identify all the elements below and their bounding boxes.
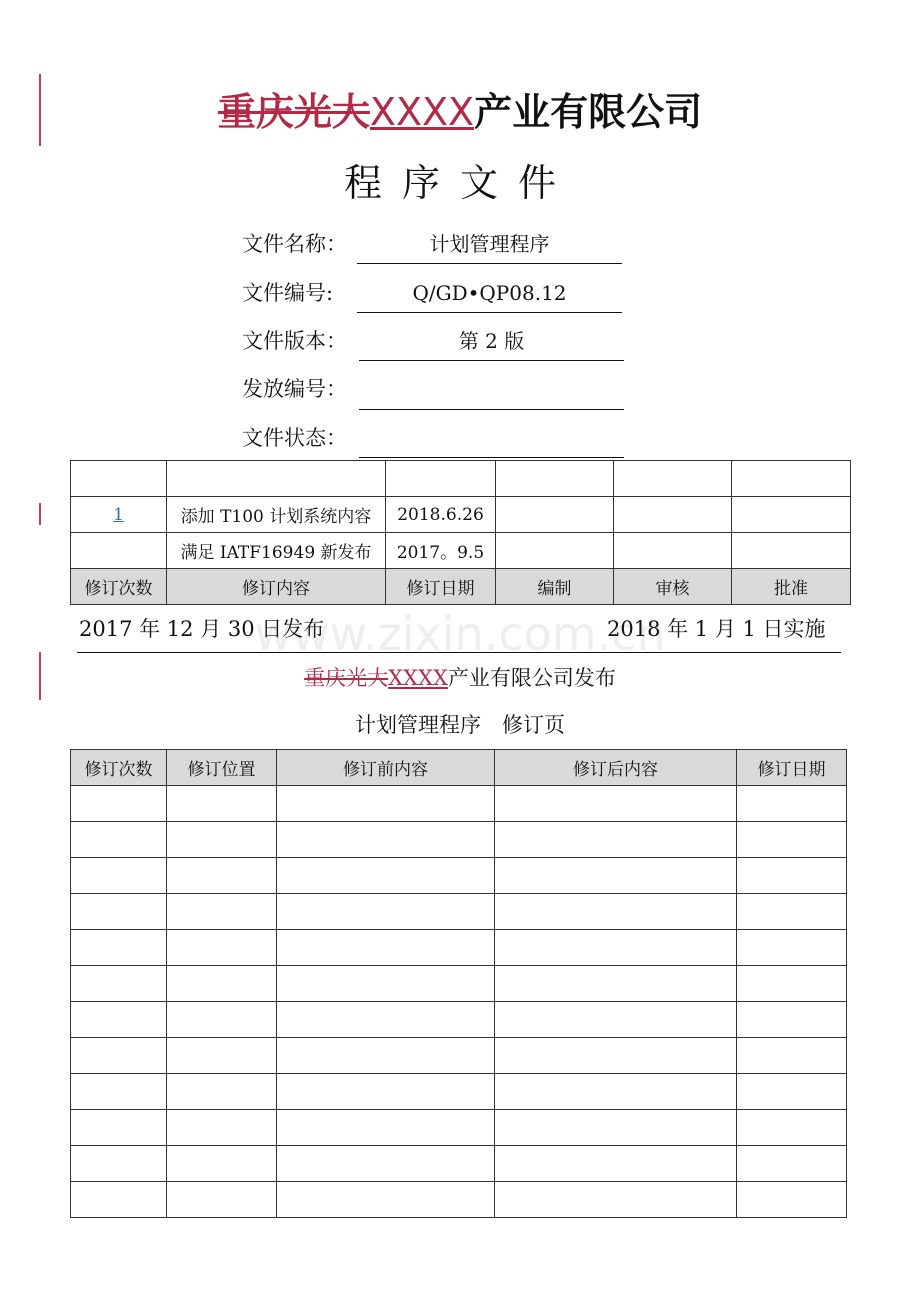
revision-location-cell bbox=[167, 930, 277, 966]
revision-content-cell: 满足 IATF16949 新发布 bbox=[167, 533, 386, 569]
effective-date: 2018 年 1 月 1 日实施 bbox=[607, 617, 826, 641]
content-before-cell bbox=[277, 966, 495, 1002]
revision-date-cell bbox=[737, 1074, 847, 1110]
revision-location-cell bbox=[167, 966, 277, 1002]
document-type-heading: 程序文件 bbox=[343, 161, 576, 205]
header-content-before: 修订前内容 bbox=[277, 750, 495, 786]
revision-location-cell bbox=[167, 1002, 277, 1038]
revision-page-title: 计划管理程序 修订页 bbox=[355, 713, 565, 737]
content-before-cell bbox=[277, 930, 495, 966]
content-before-cell bbox=[277, 894, 495, 930]
prepared-cell bbox=[496, 461, 614, 497]
table-row bbox=[71, 497, 851, 533]
field-label-number: 文件编号: bbox=[242, 281, 334, 305]
content-after-cell bbox=[495, 858, 737, 894]
revision-no-cell bbox=[71, 1074, 167, 1110]
content-after-cell bbox=[495, 1146, 737, 1182]
content-after-cell bbox=[495, 1038, 737, 1074]
table-row bbox=[71, 1074, 847, 1110]
revision-no-cell bbox=[71, 894, 167, 930]
revision-no-cell bbox=[71, 1146, 167, 1182]
content-after-cell bbox=[495, 822, 737, 858]
revision-date-cell bbox=[737, 858, 847, 894]
table-row bbox=[71, 822, 847, 858]
revision-no-link[interactable]: 1 bbox=[113, 504, 124, 525]
content-before-cell bbox=[277, 1002, 495, 1038]
prepared-cell bbox=[496, 533, 614, 569]
table-row bbox=[71, 1146, 847, 1182]
field-underline bbox=[359, 457, 624, 458]
header-revision-date: 修订日期 bbox=[386, 569, 496, 605]
content-after-cell bbox=[495, 1110, 737, 1146]
header-revision-no: 修订次数 bbox=[71, 750, 167, 786]
table-header-row bbox=[71, 569, 851, 605]
content-before-cell bbox=[277, 1074, 495, 1110]
revision-date-cell bbox=[737, 786, 847, 822]
table-row bbox=[71, 1182, 847, 1218]
revision-no-cell bbox=[71, 822, 167, 858]
content-before-cell bbox=[277, 1182, 495, 1218]
table-row bbox=[71, 533, 851, 569]
company-title bbox=[0, 88, 920, 136]
table-row bbox=[71, 1002, 847, 1038]
table-row bbox=[71, 966, 847, 1002]
table-row bbox=[71, 786, 847, 822]
revision-no-cell bbox=[71, 1002, 167, 1038]
revision-date-cell bbox=[737, 1002, 847, 1038]
revision-date-cell bbox=[737, 930, 847, 966]
revision-no-cell bbox=[71, 461, 167, 497]
table-row bbox=[71, 858, 847, 894]
revision-date-cell bbox=[737, 894, 847, 930]
content-before-cell bbox=[277, 1110, 495, 1146]
revision-change-bar bbox=[39, 503, 41, 525]
watermark: www.zixin.com.cn bbox=[254, 607, 666, 661]
field-label-distribution: 发放编号： bbox=[242, 377, 347, 401]
content-after-cell bbox=[495, 930, 737, 966]
revision-history-table bbox=[70, 460, 851, 605]
revision-page-table bbox=[70, 749, 847, 1218]
content-before-cell bbox=[277, 822, 495, 858]
revision-no-cell bbox=[71, 1110, 167, 1146]
content-after-cell bbox=[495, 1002, 737, 1038]
revision-content-cell: 添加 T100 计划系统内容 bbox=[167, 497, 386, 533]
header-content-after: 修订后内容 bbox=[495, 750, 737, 786]
prepared-cell bbox=[496, 497, 614, 533]
header-revision-location: 修订位置 bbox=[167, 750, 277, 786]
revision-content-cell bbox=[167, 461, 386, 497]
table-header-row bbox=[71, 750, 847, 786]
revision-location-cell bbox=[167, 894, 277, 930]
revision-no-cell bbox=[71, 930, 167, 966]
issuer-suffix: 产业有限公司发布 bbox=[447, 666, 616, 690]
revision-no-cell bbox=[71, 533, 167, 569]
field-value-number: Q/GD•QP08.12 bbox=[412, 281, 567, 305]
content-after-cell bbox=[495, 786, 737, 822]
table-row bbox=[71, 894, 847, 930]
field-label-status: 文件状态： bbox=[242, 426, 347, 450]
release-date: 2017 年 12 月 30 日发布 bbox=[79, 617, 325, 641]
revision-date-cell bbox=[737, 1146, 847, 1182]
revision-date-cell: 2018.6.26 bbox=[386, 497, 496, 533]
approved-cell bbox=[732, 533, 851, 569]
issuer-line bbox=[0, 663, 920, 693]
content-after-cell bbox=[495, 966, 737, 1002]
divider-line bbox=[77, 652, 841, 653]
table-row bbox=[71, 461, 851, 497]
content-before-cell bbox=[277, 1038, 495, 1074]
content-after-cell bbox=[495, 1074, 737, 1110]
issuer-name-deleted: 重庆光大 bbox=[304, 666, 389, 690]
revision-location-cell bbox=[167, 858, 277, 894]
revision-location-cell bbox=[167, 1110, 277, 1146]
company-name-deleted: 重庆光大 bbox=[217, 90, 370, 134]
revision-date-cell bbox=[386, 461, 496, 497]
header-revision-no: 修订次数 bbox=[71, 569, 167, 605]
content-before-cell bbox=[277, 1146, 495, 1182]
field-underline bbox=[357, 312, 622, 313]
revision-no-cell bbox=[71, 966, 167, 1002]
revision-location-cell bbox=[167, 822, 277, 858]
revision-no-cell bbox=[71, 497, 167, 533]
revision-date-cell bbox=[737, 822, 847, 858]
issuer-name-inserted: XXXX bbox=[388, 666, 448, 690]
table-row bbox=[71, 1038, 847, 1074]
approved-cell bbox=[732, 461, 851, 497]
content-before-cell bbox=[277, 858, 495, 894]
field-underline bbox=[359, 409, 624, 410]
revision-date-cell bbox=[737, 1110, 847, 1146]
header-revision-content: 修订内容 bbox=[167, 569, 386, 605]
revision-location-cell bbox=[167, 1074, 277, 1110]
approved-cell bbox=[732, 497, 851, 533]
revision-no-cell bbox=[71, 1038, 167, 1074]
header-approved: 批准 bbox=[732, 569, 851, 605]
revision-date-cell: 2017。9.5 bbox=[386, 533, 496, 569]
header-reviewed: 审核 bbox=[614, 569, 732, 605]
revision-date-cell bbox=[737, 1038, 847, 1074]
reviewed-cell bbox=[614, 533, 732, 569]
table-row bbox=[71, 1110, 847, 1146]
reviewed-cell bbox=[614, 497, 732, 533]
revision-no-cell bbox=[71, 786, 167, 822]
content-after-cell bbox=[495, 1182, 737, 1218]
revision-no-cell bbox=[71, 1182, 167, 1218]
revision-location-cell bbox=[167, 1182, 277, 1218]
revision-location-cell bbox=[167, 1146, 277, 1182]
company-name-inserted: XXXX bbox=[369, 90, 475, 134]
field-underline bbox=[357, 263, 622, 264]
field-label-version: 文件版本： bbox=[242, 329, 347, 353]
company-name-rest: 产业有限公司 bbox=[474, 90, 703, 134]
revision-location-cell bbox=[167, 1038, 277, 1074]
header-prepared: 编制 bbox=[496, 569, 614, 605]
reviewed-cell bbox=[614, 461, 732, 497]
content-before-cell bbox=[277, 786, 495, 822]
revision-location-cell bbox=[167, 786, 277, 822]
table-row bbox=[71, 930, 847, 966]
revision-date-cell bbox=[737, 1182, 847, 1218]
revision-no-cell bbox=[71, 858, 167, 894]
header-revision-date: 修订日期 bbox=[737, 750, 847, 786]
field-value-name: 计划管理程序 bbox=[429, 232, 550, 256]
field-underline bbox=[359, 360, 624, 361]
field-label-name: 文件名称： bbox=[242, 232, 347, 256]
revision-date-cell bbox=[737, 966, 847, 1002]
field-value-version: 第 2 版 bbox=[458, 329, 525, 353]
content-after-cell bbox=[495, 894, 737, 930]
